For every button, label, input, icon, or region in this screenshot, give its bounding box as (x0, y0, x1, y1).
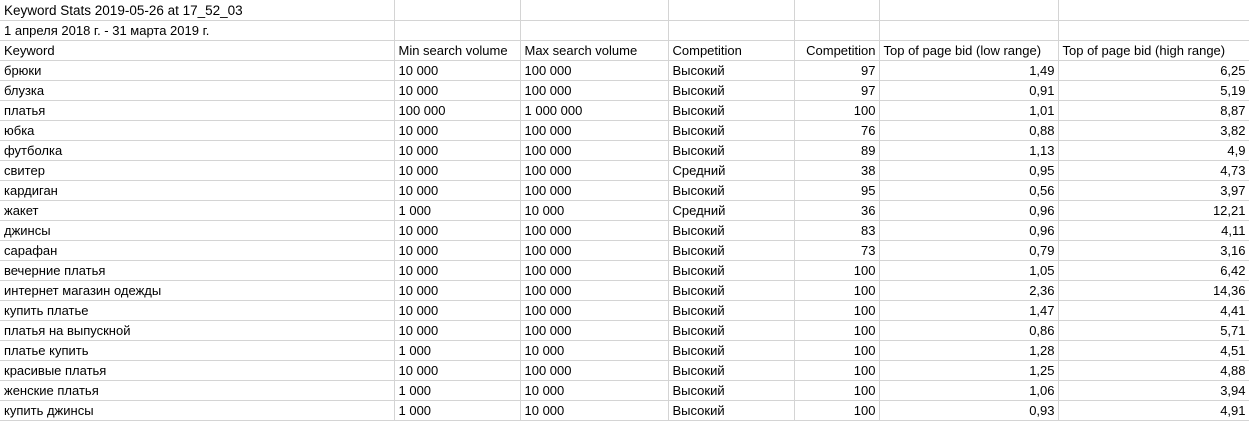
header-bid-low[interactable]: Top of page bid (low range) (879, 40, 1058, 60)
competition-index-cell[interactable]: 100 (794, 280, 879, 300)
competition-cell[interactable]: Высокий (668, 280, 794, 300)
competition-cell[interactable]: Высокий (668, 80, 794, 100)
table-row (0, 220, 1249, 240)
header-max-search-volume[interactable]: Max search volume (520, 40, 668, 60)
table-row (0, 60, 1249, 80)
competition-index-cell[interactable]: 76 (794, 120, 879, 140)
empty-cell[interactable] (520, 20, 668, 40)
max-volume-cell[interactable]: 100 000 (520, 240, 668, 260)
competition-cell[interactable]: Высокий (668, 60, 794, 80)
max-volume-cell[interactable]: 100 000 (520, 80, 668, 100)
table-row (0, 360, 1249, 380)
table-row (0, 300, 1249, 320)
min-volume-cell[interactable]: 1 000 (394, 200, 520, 220)
bid-high-cell[interactable]: 4,41 (1058, 300, 1249, 320)
competition-cell[interactable]: Высокий (668, 240, 794, 260)
min-volume-cell[interactable]: 1 000 (394, 340, 520, 360)
bid-high-cell[interactable]: 3,82 (1058, 120, 1249, 140)
max-volume-cell[interactable]: 1 000 000 (520, 100, 668, 120)
empty-cell[interactable] (520, 0, 668, 20)
competition-cell[interactable]: Высокий (668, 340, 794, 360)
competition-index-cell[interactable]: 100 (794, 400, 879, 420)
bid-high-cell[interactable]: 8,87 (1058, 100, 1249, 120)
header-row (0, 40, 1249, 60)
min-volume-cell[interactable]: 1 000 (394, 400, 520, 420)
keyword-cell[interactable]: кардиган (0, 180, 394, 200)
min-volume-cell[interactable]: 10 000 (394, 160, 520, 180)
table-row (0, 280, 1249, 300)
competition-index-cell[interactable]: 100 (794, 260, 879, 280)
competition-index-cell[interactable]: 73 (794, 240, 879, 260)
competition-cell[interactable]: Высокий (668, 300, 794, 320)
max-volume-cell[interactable]: 100 000 (520, 280, 668, 300)
empty-cell[interactable] (794, 20, 879, 40)
competition-cell[interactable]: Высокий (668, 100, 794, 120)
competition-cell[interactable]: Высокий (668, 320, 794, 340)
competition-index-cell[interactable]: 89 (794, 140, 879, 160)
table-row (0, 140, 1249, 160)
empty-cell[interactable] (879, 20, 1058, 40)
table-row (0, 180, 1249, 200)
sheet-title-cell[interactable]: Keyword Stats 2019-05-26 at 17_52_03 (0, 0, 394, 20)
table-row (0, 380, 1249, 400)
empty-cell[interactable] (394, 0, 520, 20)
bid-high-cell[interactable]: 4,9 (1058, 140, 1249, 160)
bid-high-cell[interactable]: 4,73 (1058, 160, 1249, 180)
bid-high-cell[interactable]: 4,88 (1058, 360, 1249, 380)
header-min-search-volume[interactable]: Min search volume (394, 40, 520, 60)
competition-cell[interactable]: Высокий (668, 360, 794, 380)
bid-high-cell[interactable]: 6,25 (1058, 60, 1249, 80)
competition-index-cell[interactable]: 100 (794, 100, 879, 120)
competition-index-cell[interactable]: 100 (794, 360, 879, 380)
competition-index-cell[interactable]: 83 (794, 220, 879, 240)
competition-cell[interactable]: Средний (668, 160, 794, 180)
competition-index-cell[interactable]: 100 (794, 300, 879, 320)
competition-cell[interactable]: Высокий (668, 140, 794, 160)
bid-high-cell[interactable]: 3,16 (1058, 240, 1249, 260)
max-volume-cell[interactable]: 100 000 (520, 60, 668, 80)
empty-cell[interactable] (668, 0, 794, 20)
competition-cell[interactable]: Высокий (668, 380, 794, 400)
competition-index-cell[interactable]: 95 (794, 180, 879, 200)
bid-high-cell[interactable]: 14,36 (1058, 280, 1249, 300)
empty-cell[interactable] (879, 0, 1058, 20)
keyword-cell[interactable]: юбка (0, 120, 394, 140)
min-volume-cell[interactable]: 10 000 (394, 80, 520, 100)
competition-index-cell[interactable]: 100 (794, 320, 879, 340)
max-volume-cell[interactable]: 10 000 (520, 400, 668, 420)
keyword-cell[interactable]: свитер (0, 160, 394, 180)
competition-cell[interactable]: Высокий (668, 180, 794, 200)
bid-high-cell[interactable]: 4,11 (1058, 220, 1249, 240)
keyword-cell[interactable]: платья (0, 100, 394, 120)
min-volume-cell[interactable]: 10 000 (394, 60, 520, 80)
keyword-cell[interactable]: красивые платья (0, 360, 394, 380)
date-range-cell[interactable]: 1 апреля 2018 г. - 31 марта 2019 г. (0, 20, 394, 40)
bid-low-cell[interactable]: 0,56 (879, 180, 1058, 200)
competition-cell[interactable]: Высокий (668, 400, 794, 420)
competition-index-cell[interactable]: 97 (794, 80, 879, 100)
bid-high-cell[interactable]: 3,97 (1058, 180, 1249, 200)
max-volume-cell[interactable]: 100 000 (520, 180, 668, 200)
header-competition[interactable]: Competition (668, 40, 794, 60)
max-volume-cell[interactable]: 100 000 (520, 140, 668, 160)
empty-cell[interactable] (1058, 20, 1249, 40)
competition-index-cell[interactable]: 97 (794, 60, 879, 80)
competition-index-cell[interactable]: 100 (794, 380, 879, 400)
header-competition-index[interactable]: Competition (794, 40, 879, 60)
bid-low-cell[interactable]: 1,05 (879, 260, 1058, 280)
empty-cell[interactable] (668, 20, 794, 40)
keyword-cell[interactable]: купить платье (0, 300, 394, 320)
table-row (0, 340, 1249, 360)
empty-cell[interactable] (794, 0, 879, 20)
bid-high-cell[interactable]: 3,94 (1058, 380, 1249, 400)
table-row (0, 240, 1249, 260)
bid-high-cell[interactable]: 4,51 (1058, 340, 1249, 360)
min-volume-cell[interactable]: 10 000 (394, 360, 520, 380)
max-volume-cell[interactable]: 10 000 (520, 340, 668, 360)
competition-cell[interactable]: Средний (668, 200, 794, 220)
bid-low-cell[interactable]: 1,13 (879, 140, 1058, 160)
table-row (0, 260, 1249, 280)
bid-low-cell[interactable]: 0,95 (879, 160, 1058, 180)
keyword-cell[interactable]: купить джинсы (0, 400, 394, 420)
max-volume-cell[interactable]: 100 000 (520, 300, 668, 320)
max-volume-cell[interactable]: 100 000 (520, 120, 668, 140)
bid-low-cell[interactable]: 1,47 (879, 300, 1058, 320)
keyword-cell[interactable]: сарафан (0, 240, 394, 260)
table-row (0, 200, 1249, 220)
table-row (0, 160, 1249, 180)
min-volume-cell[interactable]: 10 000 (394, 280, 520, 300)
keyword-cell[interactable]: платья на выпускной (0, 320, 394, 340)
bid-low-cell[interactable]: 0,91 (879, 80, 1058, 100)
max-volume-cell[interactable]: 100 000 (520, 260, 668, 280)
bid-high-cell[interactable]: 5,71 (1058, 320, 1249, 340)
bid-low-cell[interactable]: 1,49 (879, 60, 1058, 80)
bid-high-cell[interactable]: 4,91 (1058, 400, 1249, 420)
competition-cell[interactable]: Высокий (668, 220, 794, 240)
keyword-cell[interactable]: джинсы (0, 220, 394, 240)
min-volume-cell[interactable]: 10 000 (394, 240, 520, 260)
bid-low-cell[interactable]: 1,25 (879, 360, 1058, 380)
bid-high-cell[interactable]: 6,42 (1058, 260, 1249, 280)
max-volume-cell[interactable]: 10 000 (520, 200, 668, 220)
keyword-cell[interactable]: женские платья (0, 380, 394, 400)
competition-index-cell[interactable]: 36 (794, 200, 879, 220)
header-bid-high[interactable]: Top of page bid (high range) (1058, 40, 1249, 60)
header-keyword[interactable]: Keyword (0, 40, 394, 60)
competition-cell[interactable]: Высокий (668, 120, 794, 140)
bid-low-cell[interactable]: 1,01 (879, 100, 1058, 120)
bid-low-cell[interactable]: 0,96 (879, 200, 1058, 220)
keyword-cell[interactable]: жакет (0, 200, 394, 220)
keyword-cell[interactable]: брюки (0, 60, 394, 80)
table-row (0, 120, 1249, 140)
keyword-cell[interactable]: футболка (0, 140, 394, 160)
min-volume-cell[interactable]: 10 000 (394, 300, 520, 320)
bid-low-cell[interactable]: 1,28 (879, 340, 1058, 360)
keyword-cell[interactable]: платье купить (0, 340, 394, 360)
bid-low-cell[interactable]: 2,36 (879, 280, 1058, 300)
min-volume-cell[interactable]: 10 000 (394, 320, 520, 340)
keyword-cell[interactable]: интернет магазин одежды (0, 280, 394, 300)
bid-low-cell[interactable]: 0,96 (879, 220, 1058, 240)
min-volume-cell[interactable]: 10 000 (394, 260, 520, 280)
table-row (0, 100, 1249, 120)
max-volume-cell[interactable]: 100 000 (520, 160, 668, 180)
min-volume-cell[interactable]: 10 000 (394, 120, 520, 140)
min-volume-cell[interactable]: 10 000 (394, 220, 520, 240)
bid-low-cell[interactable]: 0,88 (879, 120, 1058, 140)
table-row (0, 400, 1249, 420)
keyword-cell[interactable]: блузка (0, 80, 394, 100)
keyword-cell[interactable]: вечерние платья (0, 260, 394, 280)
table-row (0, 80, 1249, 100)
table-row (0, 320, 1249, 340)
competition-index-cell[interactable]: 38 (794, 160, 879, 180)
min-volume-cell[interactable]: 10 000 (394, 180, 520, 200)
min-volume-cell[interactable]: 100 000 (394, 100, 520, 120)
min-volume-cell[interactable]: 10 000 (394, 140, 520, 160)
empty-cell[interactable] (394, 20, 520, 40)
bid-high-cell[interactable]: 5,19 (1058, 80, 1249, 100)
competition-cell[interactable]: Высокий (668, 260, 794, 280)
max-volume-cell[interactable]: 100 000 (520, 360, 668, 380)
bid-low-cell[interactable]: 0,79 (879, 240, 1058, 260)
period-row (0, 20, 1249, 40)
bid-high-cell[interactable]: 12,21 (1058, 200, 1249, 220)
bid-low-cell[interactable]: 0,86 (879, 320, 1058, 340)
title-row (0, 0, 1249, 20)
empty-cell[interactable] (1058, 0, 1249, 20)
competition-index-cell[interactable]: 100 (794, 340, 879, 360)
min-volume-cell[interactable]: 1 000 (394, 380, 520, 400)
max-volume-cell[interactable]: 10 000 (520, 380, 668, 400)
bid-low-cell[interactable]: 0,93 (879, 400, 1058, 420)
max-volume-cell[interactable]: 100 000 (520, 220, 668, 240)
max-volume-cell[interactable]: 100 000 (520, 320, 668, 340)
bid-low-cell[interactable]: 1,06 (879, 380, 1058, 400)
